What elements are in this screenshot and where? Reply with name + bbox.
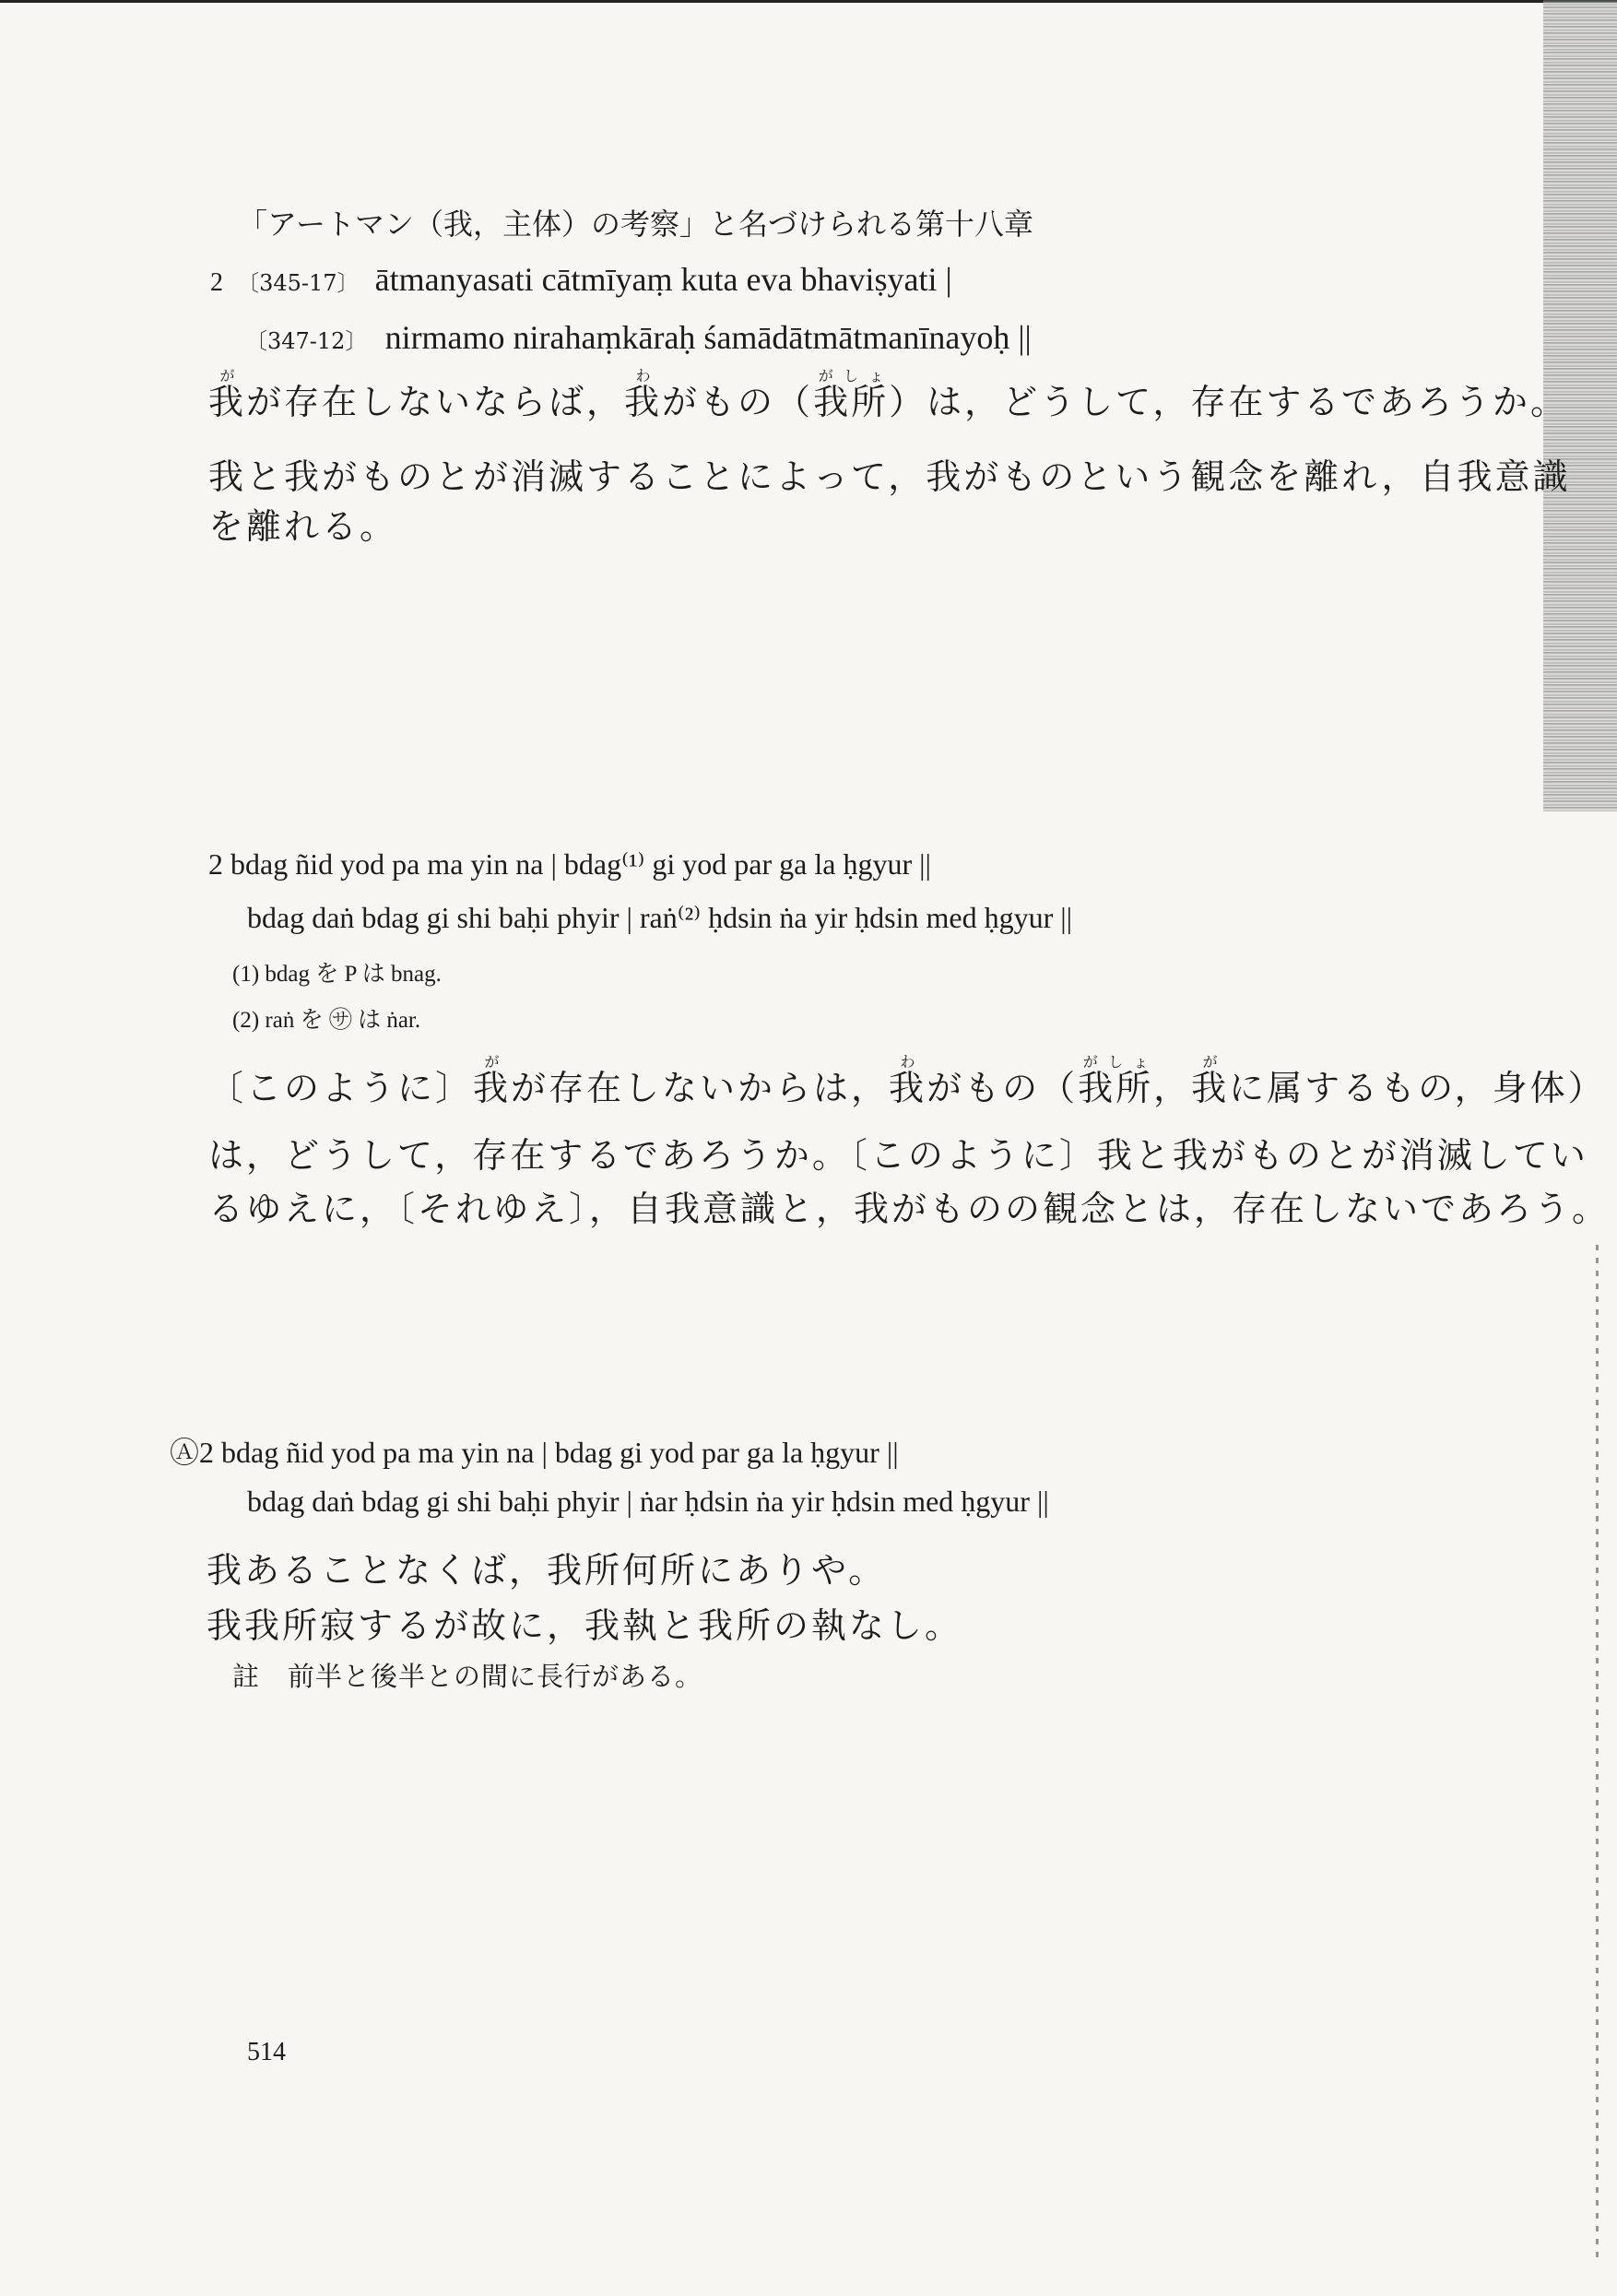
tibetan-translation-1: 〔このように〕我がが存在しないからは，我わがもの（我所がしょ，我がに属するもの，身体）	[208, 1053, 1606, 1108]
tibetan-note-2: (2) raṅ を ㋚ は ṅar.	[232, 1008, 421, 1033]
chinese-translation-1: 我あることなくば，我所何所にありや。	[207, 1550, 887, 1591]
tibetan-line-1: 2 bdag ñid yod pa ma yin na | bdag⁽¹⁾ gi yod par ga la ḥgyur ||	[208, 847, 931, 881]
ruby-word: 我が	[208, 367, 247, 422]
tibetan-note-1: (1) bdag を P は bnag.	[232, 962, 442, 987]
sanskrit-ref-2: 〔347-12〕	[245, 328, 368, 354]
sanskrit-verse-1: ātmanyasati cātmīyaṃ kuta eva bhaviṣyati |	[374, 261, 952, 298]
sanskrit-line-2	[245, 318, 1032, 357]
top-rule	[0, 0, 1617, 3]
sanskrit-verse-2: nirmamo nirahaṃkāraḥ śamādātmātmanīnayoḥ ||	[384, 319, 1032, 356]
chinese-line-1: Ⓐ2 bdag ñid yod pa ma yin na | bdag gi yod par ga la ḥgyur ||	[170, 1436, 899, 1469]
page-number: 514	[247, 2038, 286, 2066]
sanskrit-translation-1: 我がが存在しないならば，我わがもの（我所がしょ）は，どうして，存在するであろうか。	[208, 367, 1568, 422]
ruby-word: 我が	[1191, 1053, 1230, 1108]
sanskrit-translation-2: 我と我がものとが消滅することによって，我がものという観念を離れ，自我意識	[208, 456, 1571, 497]
sanskrit-line-1	[210, 260, 952, 299]
tibetan-translation-2: は，どうして，存在するであろうか。〔このように〕我と我がものとが消滅してい	[208, 1135, 1588, 1176]
tibetan-line-2: bdag daṅ bdag gi shi baḥi phyir | raṅ⁽²⁾ ḥdsin ṅa yir ḥdsin med ḥgyur ||	[247, 901, 1073, 934]
sanskrit-translation-3: を離れる。	[208, 506, 398, 547]
circled-a-marker: Ⓐ	[170, 1436, 200, 1469]
scan-edge-dashes	[1596, 1245, 1599, 2259]
ruby-word: 我所がしょ	[1078, 1053, 1154, 1108]
tibetan-translation-3: るゆえに，〔それゆえ〕，自我意識と，我がものの観念とは，存在しないであろう。	[208, 1189, 1611, 1229]
ruby-word: 我所がしょ	[813, 367, 890, 422]
chinese-line-2: bdag daṅ bdag gi shi baḥi phyir | ṅar ḥdsin ṅa yir ḥdsin med ḥgyur ||	[247, 1485, 1049, 1518]
ruby-word: 我わ	[889, 1053, 927, 1108]
verse-number: 2	[210, 268, 223, 297]
ruby-word: 我が	[473, 1053, 512, 1108]
chapter-title: 「アートマン（我，主体）の考察」と名づけられる第十八章	[238, 207, 1034, 242]
chinese-note: 註 前半と後半との間に長行がある。	[232, 1661, 703, 1692]
sanskrit-ref-1: 〔345-17〕	[237, 270, 360, 296]
ruby-word: 我わ	[624, 367, 663, 422]
chinese-translation-2: 我我所寂するが故に，我執と我所の執なし。	[207, 1605, 963, 1646]
